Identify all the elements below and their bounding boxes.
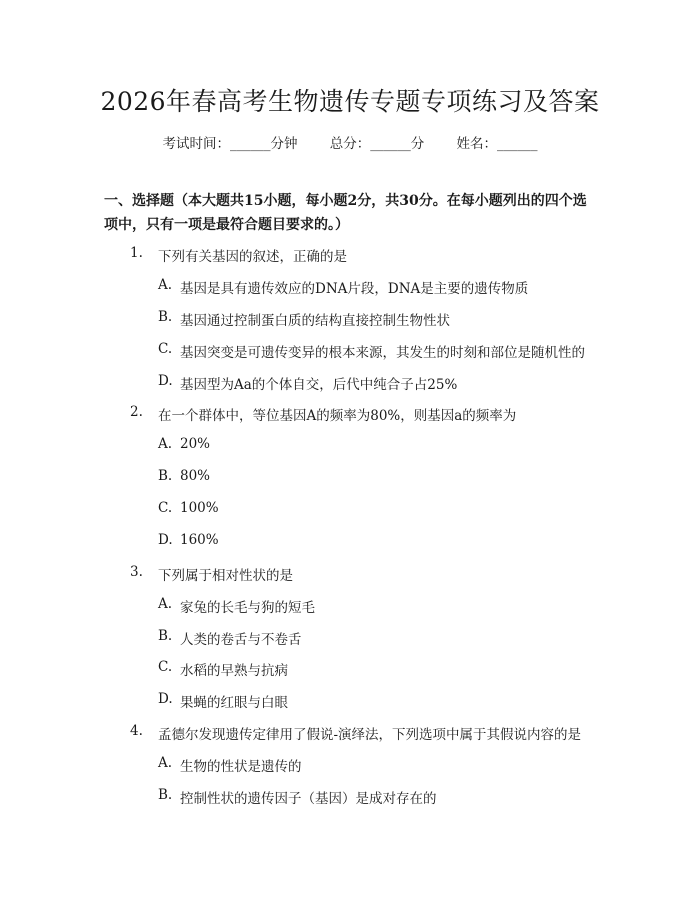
section-heading-choice bbox=[104, 189, 599, 237]
option-letter: D. bbox=[158, 373, 173, 389]
document-title: 2026年春高考生物遗传专题专项练习及答案 bbox=[100, 87, 600, 116]
option-text: 人类的卷舌与不卷舌 bbox=[180, 632, 302, 648]
section-heading-line1: 一、选择题（本大题共15小题，每小题2分，共30分。在每小题列出的四个选 bbox=[104, 193, 587, 209]
option-letter: C. bbox=[158, 500, 173, 516]
option-text: 基因是具有遗传效应的DNA片段，DNA是主要的遗传物质 bbox=[180, 281, 529, 297]
option-letter: D. bbox=[158, 532, 173, 548]
option-letter: C. bbox=[158, 341, 173, 357]
question-stem: 下列属于相对性状的是 bbox=[158, 568, 293, 584]
option-text: 家兔的长毛与狗的短毛 bbox=[180, 600, 315, 616]
option-letter: C. bbox=[158, 659, 173, 675]
question-number: 2. bbox=[130, 404, 143, 420]
option-text: 果蝇的红眼与白眼 bbox=[180, 695, 288, 711]
option-text: 水稻的早熟与抗病 bbox=[180, 663, 288, 679]
option-text: 160% bbox=[180, 532, 219, 548]
question-number: 4. bbox=[130, 723, 143, 739]
option-letter: B. bbox=[158, 628, 173, 644]
option-text: 80% bbox=[180, 468, 211, 484]
total-score-field: 总分：______分 bbox=[329, 136, 425, 152]
question-number: 3. bbox=[130, 564, 143, 580]
option-text: 基因型为Aa的个体自交，后代中纯合子占25% bbox=[180, 377, 458, 393]
option-text: 控制性状的遗传因子（基因）是成对存在的 bbox=[180, 791, 437, 807]
section-heading-line2: 项中，只有一项是最符合题目要求的。） bbox=[104, 217, 349, 233]
option-letter: B. bbox=[158, 787, 173, 803]
option-letter: B. bbox=[158, 468, 173, 484]
option-letter: A. bbox=[158, 277, 173, 293]
question-stem: 在一个群体中，等位基因A的频率为80%，则基因a的频率为 bbox=[158, 408, 517, 424]
option-text: 基因通过控制蛋白质的结构直接控制生物性状 bbox=[180, 313, 450, 329]
option-text: 基因突变是可遗传变异的根本来源，其发生的时刻和部位是随机性的 bbox=[180, 345, 585, 361]
student-name-field: 姓名：______ bbox=[456, 136, 538, 152]
exam-time-field: 考试时间：______分钟 bbox=[162, 136, 298, 152]
question-stem: 孟德尔发现遗传定律用了假说-演绎法，下列选项中属于其假说内容的是 bbox=[158, 727, 582, 743]
question-number: 1. bbox=[130, 245, 143, 261]
option-text: 100% bbox=[180, 500, 219, 516]
option-letter: A. bbox=[158, 755, 173, 771]
exam-info-line bbox=[0, 132, 700, 152]
option-letter: A. bbox=[158, 596, 173, 612]
question-stem: 下列有关基因的叙述，正确的是 bbox=[158, 249, 347, 265]
option-text: 20% bbox=[180, 436, 211, 452]
option-letter: A. bbox=[158, 436, 173, 452]
option-letter: D. bbox=[158, 691, 173, 707]
option-text: 生物的性状是遗传的 bbox=[180, 759, 302, 775]
option-letter: B. bbox=[158, 309, 173, 325]
